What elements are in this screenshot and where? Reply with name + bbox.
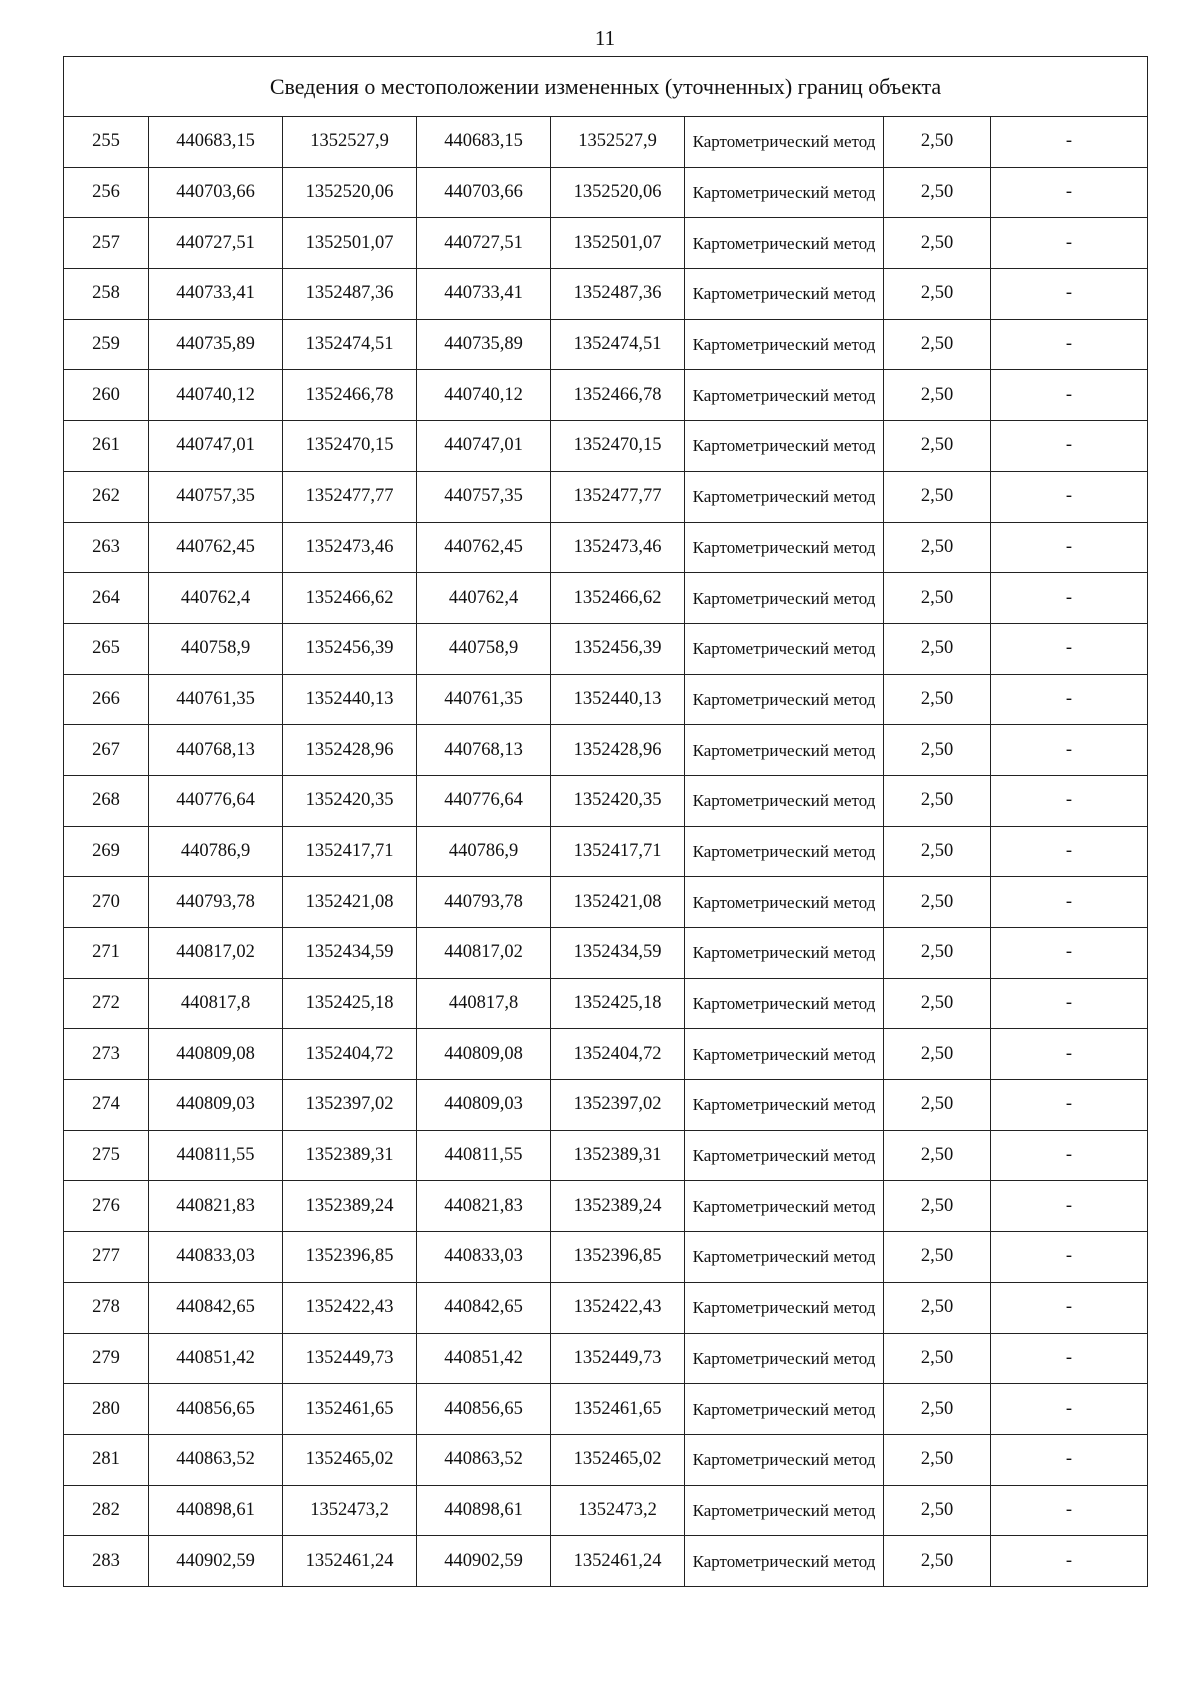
note-cell: -	[991, 471, 1148, 522]
accuracy-cell: 2,50	[884, 1536, 991, 1587]
point-number-cell: 260	[64, 370, 149, 421]
method-cell: Картометрический метод	[685, 1029, 884, 1080]
accuracy-cell: 2,50	[884, 1282, 991, 1333]
accuracy-cell: 2,50	[884, 117, 991, 168]
note-cell: -	[991, 1029, 1148, 1080]
existing-y-cell: 1352396,85	[283, 1232, 417, 1283]
method-cell: Картометрический метод	[685, 1485, 884, 1536]
refined-x-cell: 440762,45	[417, 522, 551, 573]
existing-x-cell: 440768,13	[149, 725, 283, 776]
refined-x-cell: 440817,02	[417, 928, 551, 979]
note-cell: -	[991, 928, 1148, 979]
accuracy-cell: 2,50	[884, 1232, 991, 1283]
existing-x-cell: 440817,8	[149, 978, 283, 1029]
refined-x-cell: 440786,9	[417, 826, 551, 877]
table-row	[64, 1181, 1148, 1232]
note-cell: -	[991, 1333, 1148, 1384]
refined-x-cell: 440898,61	[417, 1485, 551, 1536]
accuracy-cell: 2,50	[884, 167, 991, 218]
existing-x-cell: 440856,65	[149, 1384, 283, 1435]
refined-x-cell: 440740,12	[417, 370, 551, 421]
table-row	[64, 877, 1148, 928]
point-number-cell: 258	[64, 269, 149, 320]
existing-y-cell: 1352440,13	[283, 674, 417, 725]
method-cell: Картометрический метод	[685, 1130, 884, 1181]
existing-y-cell: 1352477,77	[283, 471, 417, 522]
accuracy-cell: 2,50	[884, 1130, 991, 1181]
refined-x-cell: 440809,08	[417, 1029, 551, 1080]
existing-y-cell: 1352520,06	[283, 167, 417, 218]
table-row	[64, 269, 1148, 320]
note-cell: -	[991, 573, 1148, 624]
refined-x-cell: 440735,89	[417, 319, 551, 370]
note-cell: -	[991, 522, 1148, 573]
method-cell: Картометрический метод	[685, 421, 884, 472]
existing-x-cell: 440776,64	[149, 775, 283, 826]
table-row	[64, 218, 1148, 269]
note-cell: -	[991, 1080, 1148, 1131]
existing-x-cell: 440683,15	[149, 117, 283, 168]
point-number-cell: 269	[64, 826, 149, 877]
table-row	[64, 623, 1148, 674]
accuracy-cell: 2,50	[884, 725, 991, 776]
refined-x-cell: 440733,41	[417, 269, 551, 320]
table-title: Сведения о местоположении измененных (уточненных) границ объекта	[64, 57, 1148, 117]
method-cell: Картометрический метод	[685, 522, 884, 573]
table-row	[64, 674, 1148, 725]
method-cell: Картометрический метод	[685, 218, 884, 269]
point-number-cell: 279	[64, 1333, 149, 1384]
point-number-cell: 263	[64, 522, 149, 573]
refined-y-cell: 1352440,13	[551, 674, 685, 725]
refined-y-cell: 1352465,02	[551, 1434, 685, 1485]
existing-y-cell: 1352389,24	[283, 1181, 417, 1232]
refined-x-cell: 440683,15	[417, 117, 551, 168]
table-row	[64, 978, 1148, 1029]
table-row	[64, 471, 1148, 522]
method-cell: Картометрический метод	[685, 928, 884, 979]
existing-x-cell: 440761,35	[149, 674, 283, 725]
point-number-cell: 276	[64, 1181, 149, 1232]
table-row	[64, 421, 1148, 472]
refined-y-cell: 1352396,85	[551, 1232, 685, 1283]
note-cell: -	[991, 167, 1148, 218]
point-number-cell: 257	[64, 218, 149, 269]
accuracy-cell: 2,50	[884, 1434, 991, 1485]
refined-y-cell: 1352428,96	[551, 725, 685, 776]
refined-x-cell: 440856,65	[417, 1384, 551, 1435]
existing-y-cell: 1352417,71	[283, 826, 417, 877]
existing-x-cell: 440809,03	[149, 1080, 283, 1131]
existing-x-cell: 440735,89	[149, 319, 283, 370]
method-cell: Картометрический метод	[685, 1181, 884, 1232]
existing-y-cell: 1352422,43	[283, 1282, 417, 1333]
refined-y-cell: 1352466,78	[551, 370, 685, 421]
method-cell: Картометрический метод	[685, 167, 884, 218]
table-row	[64, 1080, 1148, 1131]
note-cell: -	[991, 1282, 1148, 1333]
refined-x-cell: 440793,78	[417, 877, 551, 928]
method-cell: Картометрический метод	[685, 674, 884, 725]
existing-x-cell: 440793,78	[149, 877, 283, 928]
accuracy-cell: 2,50	[884, 319, 991, 370]
point-number-cell: 270	[64, 877, 149, 928]
existing-x-cell: 440727,51	[149, 218, 283, 269]
existing-y-cell: 1352461,65	[283, 1384, 417, 1435]
note-cell: -	[991, 421, 1148, 472]
table-row	[64, 522, 1148, 573]
point-number-cell: 255	[64, 117, 149, 168]
existing-y-cell: 1352473,46	[283, 522, 417, 573]
existing-y-cell: 1352404,72	[283, 1029, 417, 1080]
note-cell: -	[991, 775, 1148, 826]
method-cell: Картометрический метод	[685, 1282, 884, 1333]
note-cell: -	[991, 826, 1148, 877]
accuracy-cell: 2,50	[884, 522, 991, 573]
method-cell: Картометрический метод	[685, 725, 884, 776]
existing-x-cell: 440898,61	[149, 1485, 283, 1536]
table-row	[64, 319, 1148, 370]
point-number-cell: 259	[64, 319, 149, 370]
existing-x-cell: 440703,66	[149, 167, 283, 218]
existing-y-cell: 1352501,07	[283, 218, 417, 269]
refined-y-cell: 1352456,39	[551, 623, 685, 674]
existing-y-cell: 1352389,31	[283, 1130, 417, 1181]
refined-y-cell: 1352461,24	[551, 1536, 685, 1587]
refined-y-cell: 1352466,62	[551, 573, 685, 624]
accuracy-cell: 2,50	[884, 269, 991, 320]
point-number-cell: 277	[64, 1232, 149, 1283]
existing-y-cell: 1352466,78	[283, 370, 417, 421]
refined-y-cell: 1352434,59	[551, 928, 685, 979]
table-title-row	[64, 57, 1148, 117]
refined-y-cell: 1352389,31	[551, 1130, 685, 1181]
method-cell: Картометрический метод	[685, 370, 884, 421]
boundary-coordinates-table	[63, 56, 1148, 1587]
existing-x-cell: 440758,9	[149, 623, 283, 674]
existing-y-cell: 1352487,36	[283, 269, 417, 320]
accuracy-cell: 2,50	[884, 1384, 991, 1435]
refined-x-cell: 440821,83	[417, 1181, 551, 1232]
accuracy-cell: 2,50	[884, 877, 991, 928]
accuracy-cell: 2,50	[884, 218, 991, 269]
note-cell: -	[991, 877, 1148, 928]
method-cell: Картометрический метод	[685, 471, 884, 522]
table-row	[64, 1282, 1148, 1333]
table-row	[64, 1333, 1148, 1384]
refined-x-cell: 440833,03	[417, 1232, 551, 1283]
table-row	[64, 826, 1148, 877]
existing-x-cell: 440902,59	[149, 1536, 283, 1587]
existing-y-cell: 1352466,62	[283, 573, 417, 624]
table-row	[64, 1384, 1148, 1435]
accuracy-cell: 2,50	[884, 1181, 991, 1232]
refined-y-cell: 1352425,18	[551, 978, 685, 1029]
existing-y-cell: 1352434,59	[283, 928, 417, 979]
note-cell: -	[991, 1536, 1148, 1587]
accuracy-cell: 2,50	[884, 978, 991, 1029]
method-cell: Картометрический метод	[685, 978, 884, 1029]
method-cell: Картометрический метод	[685, 1080, 884, 1131]
point-number-cell: 273	[64, 1029, 149, 1080]
refined-y-cell: 1352389,24	[551, 1181, 685, 1232]
accuracy-cell: 2,50	[884, 471, 991, 522]
existing-y-cell: 1352474,51	[283, 319, 417, 370]
accuracy-cell: 2,50	[884, 1080, 991, 1131]
refined-x-cell: 440761,35	[417, 674, 551, 725]
point-number-cell: 266	[64, 674, 149, 725]
refined-x-cell: 440757,35	[417, 471, 551, 522]
point-number-cell: 283	[64, 1536, 149, 1587]
page-number: 11	[594, 26, 616, 50]
existing-x-cell: 440747,01	[149, 421, 283, 472]
refined-y-cell: 1352474,51	[551, 319, 685, 370]
note-cell: -	[991, 978, 1148, 1029]
refined-y-cell: 1352421,08	[551, 877, 685, 928]
refined-y-cell: 1352477,77	[551, 471, 685, 522]
point-number-cell: 261	[64, 421, 149, 472]
refined-y-cell: 1352473,2	[551, 1485, 685, 1536]
table-row	[64, 775, 1148, 826]
point-number-cell: 268	[64, 775, 149, 826]
existing-y-cell: 1352449,73	[283, 1333, 417, 1384]
note-cell: -	[991, 370, 1148, 421]
refined-x-cell: 440863,52	[417, 1434, 551, 1485]
refined-x-cell: 440851,42	[417, 1333, 551, 1384]
table-row	[64, 117, 1148, 168]
refined-y-cell: 1352417,71	[551, 826, 685, 877]
method-cell: Картометрический метод	[685, 826, 884, 877]
point-number-cell: 256	[64, 167, 149, 218]
table-row	[64, 1434, 1148, 1485]
method-cell: Картометрический метод	[685, 269, 884, 320]
point-number-cell: 265	[64, 623, 149, 674]
point-number-cell: 282	[64, 1485, 149, 1536]
point-number-cell: 280	[64, 1384, 149, 1435]
refined-x-cell: 440817,8	[417, 978, 551, 1029]
refined-y-cell: 1352422,43	[551, 1282, 685, 1333]
accuracy-cell: 2,50	[884, 775, 991, 826]
point-number-cell: 274	[64, 1080, 149, 1131]
note-cell: -	[991, 623, 1148, 674]
note-cell: -	[991, 1130, 1148, 1181]
point-number-cell: 262	[64, 471, 149, 522]
existing-x-cell: 440740,12	[149, 370, 283, 421]
point-number-cell: 271	[64, 928, 149, 979]
existing-y-cell: 1352473,2	[283, 1485, 417, 1536]
table-row	[64, 370, 1148, 421]
existing-y-cell: 1352465,02	[283, 1434, 417, 1485]
refined-x-cell: 440727,51	[417, 218, 551, 269]
existing-y-cell: 1352461,24	[283, 1536, 417, 1587]
note-cell: -	[991, 218, 1148, 269]
method-cell: Картометрический метод	[685, 623, 884, 674]
table-row	[64, 725, 1148, 776]
refined-y-cell: 1352501,07	[551, 218, 685, 269]
accuracy-cell: 2,50	[884, 1485, 991, 1536]
accuracy-cell: 2,50	[884, 623, 991, 674]
note-cell: -	[991, 674, 1148, 725]
method-cell: Картометрический метод	[685, 573, 884, 624]
refined-x-cell: 440762,4	[417, 573, 551, 624]
accuracy-cell: 2,50	[884, 421, 991, 472]
existing-x-cell: 440762,4	[149, 573, 283, 624]
refined-y-cell: 1352473,46	[551, 522, 685, 573]
table-row	[64, 1232, 1148, 1283]
existing-x-cell: 440863,52	[149, 1434, 283, 1485]
existing-x-cell: 440733,41	[149, 269, 283, 320]
method-cell: Картометрический метод	[685, 1232, 884, 1283]
refined-y-cell: 1352487,36	[551, 269, 685, 320]
refined-y-cell: 1352527,9	[551, 117, 685, 168]
refined-y-cell: 1352397,02	[551, 1080, 685, 1131]
refined-y-cell: 1352520,06	[551, 167, 685, 218]
refined-x-cell: 440768,13	[417, 725, 551, 776]
existing-y-cell: 1352428,96	[283, 725, 417, 776]
note-cell: -	[991, 1232, 1148, 1283]
accuracy-cell: 2,50	[884, 1333, 991, 1384]
refined-x-cell: 440703,66	[417, 167, 551, 218]
accuracy-cell: 2,50	[884, 826, 991, 877]
method-cell: Картометрический метод	[685, 1434, 884, 1485]
note-cell: -	[991, 1384, 1148, 1435]
existing-y-cell: 1352420,35	[283, 775, 417, 826]
note-cell: -	[991, 319, 1148, 370]
method-cell: Картометрический метод	[685, 1384, 884, 1435]
existing-x-cell: 440809,08	[149, 1029, 283, 1080]
existing-x-cell: 440833,03	[149, 1232, 283, 1283]
point-number-cell: 264	[64, 573, 149, 624]
accuracy-cell: 2,50	[884, 928, 991, 979]
existing-x-cell: 440811,55	[149, 1130, 283, 1181]
refined-x-cell: 440776,64	[417, 775, 551, 826]
existing-x-cell: 440762,45	[149, 522, 283, 573]
refined-y-cell: 1352404,72	[551, 1029, 685, 1080]
method-cell: Картометрический метод	[685, 775, 884, 826]
existing-x-cell: 440851,42	[149, 1333, 283, 1384]
accuracy-cell: 2,50	[884, 1029, 991, 1080]
refined-x-cell: 440758,9	[417, 623, 551, 674]
existing-y-cell: 1352425,18	[283, 978, 417, 1029]
existing-y-cell: 1352527,9	[283, 117, 417, 168]
method-cell: Картометрический метод	[685, 319, 884, 370]
existing-y-cell: 1352456,39	[283, 623, 417, 674]
refined-x-cell: 440747,01	[417, 421, 551, 472]
note-cell: -	[991, 1181, 1148, 1232]
accuracy-cell: 2,50	[884, 573, 991, 624]
note-cell: -	[991, 117, 1148, 168]
point-number-cell: 278	[64, 1282, 149, 1333]
table-row	[64, 167, 1148, 218]
note-cell: -	[991, 1485, 1148, 1536]
point-number-cell: 281	[64, 1434, 149, 1485]
method-cell: Картометрический метод	[685, 877, 884, 928]
method-cell: Картометрический метод	[685, 117, 884, 168]
refined-y-cell: 1352449,73	[551, 1333, 685, 1384]
refined-x-cell: 440809,03	[417, 1080, 551, 1131]
refined-y-cell: 1352470,15	[551, 421, 685, 472]
table-row	[64, 1536, 1148, 1587]
table-row	[64, 1130, 1148, 1181]
existing-x-cell: 440786,9	[149, 826, 283, 877]
note-cell: -	[991, 1434, 1148, 1485]
accuracy-cell: 2,50	[884, 674, 991, 725]
refined-x-cell: 440811,55	[417, 1130, 551, 1181]
note-cell: -	[991, 725, 1148, 776]
existing-x-cell: 440817,02	[149, 928, 283, 979]
point-number-cell: 272	[64, 978, 149, 1029]
refined-x-cell: 440902,59	[417, 1536, 551, 1587]
method-cell: Картометрический метод	[685, 1333, 884, 1384]
table-row	[64, 573, 1148, 624]
refined-x-cell: 440842,65	[417, 1282, 551, 1333]
refined-y-cell: 1352420,35	[551, 775, 685, 826]
existing-y-cell: 1352397,02	[283, 1080, 417, 1131]
refined-y-cell: 1352461,65	[551, 1384, 685, 1435]
point-number-cell: 275	[64, 1130, 149, 1181]
table-row	[64, 1485, 1148, 1536]
accuracy-cell: 2,50	[884, 370, 991, 421]
table-row	[64, 928, 1148, 979]
existing-x-cell: 440821,83	[149, 1181, 283, 1232]
note-cell: -	[991, 269, 1148, 320]
point-number-cell: 267	[64, 725, 149, 776]
table-row	[64, 1029, 1148, 1080]
existing-y-cell: 1352421,08	[283, 877, 417, 928]
method-cell: Картометрический метод	[685, 1536, 884, 1587]
existing-x-cell: 440842,65	[149, 1282, 283, 1333]
existing-x-cell: 440757,35	[149, 471, 283, 522]
existing-y-cell: 1352470,15	[283, 421, 417, 472]
